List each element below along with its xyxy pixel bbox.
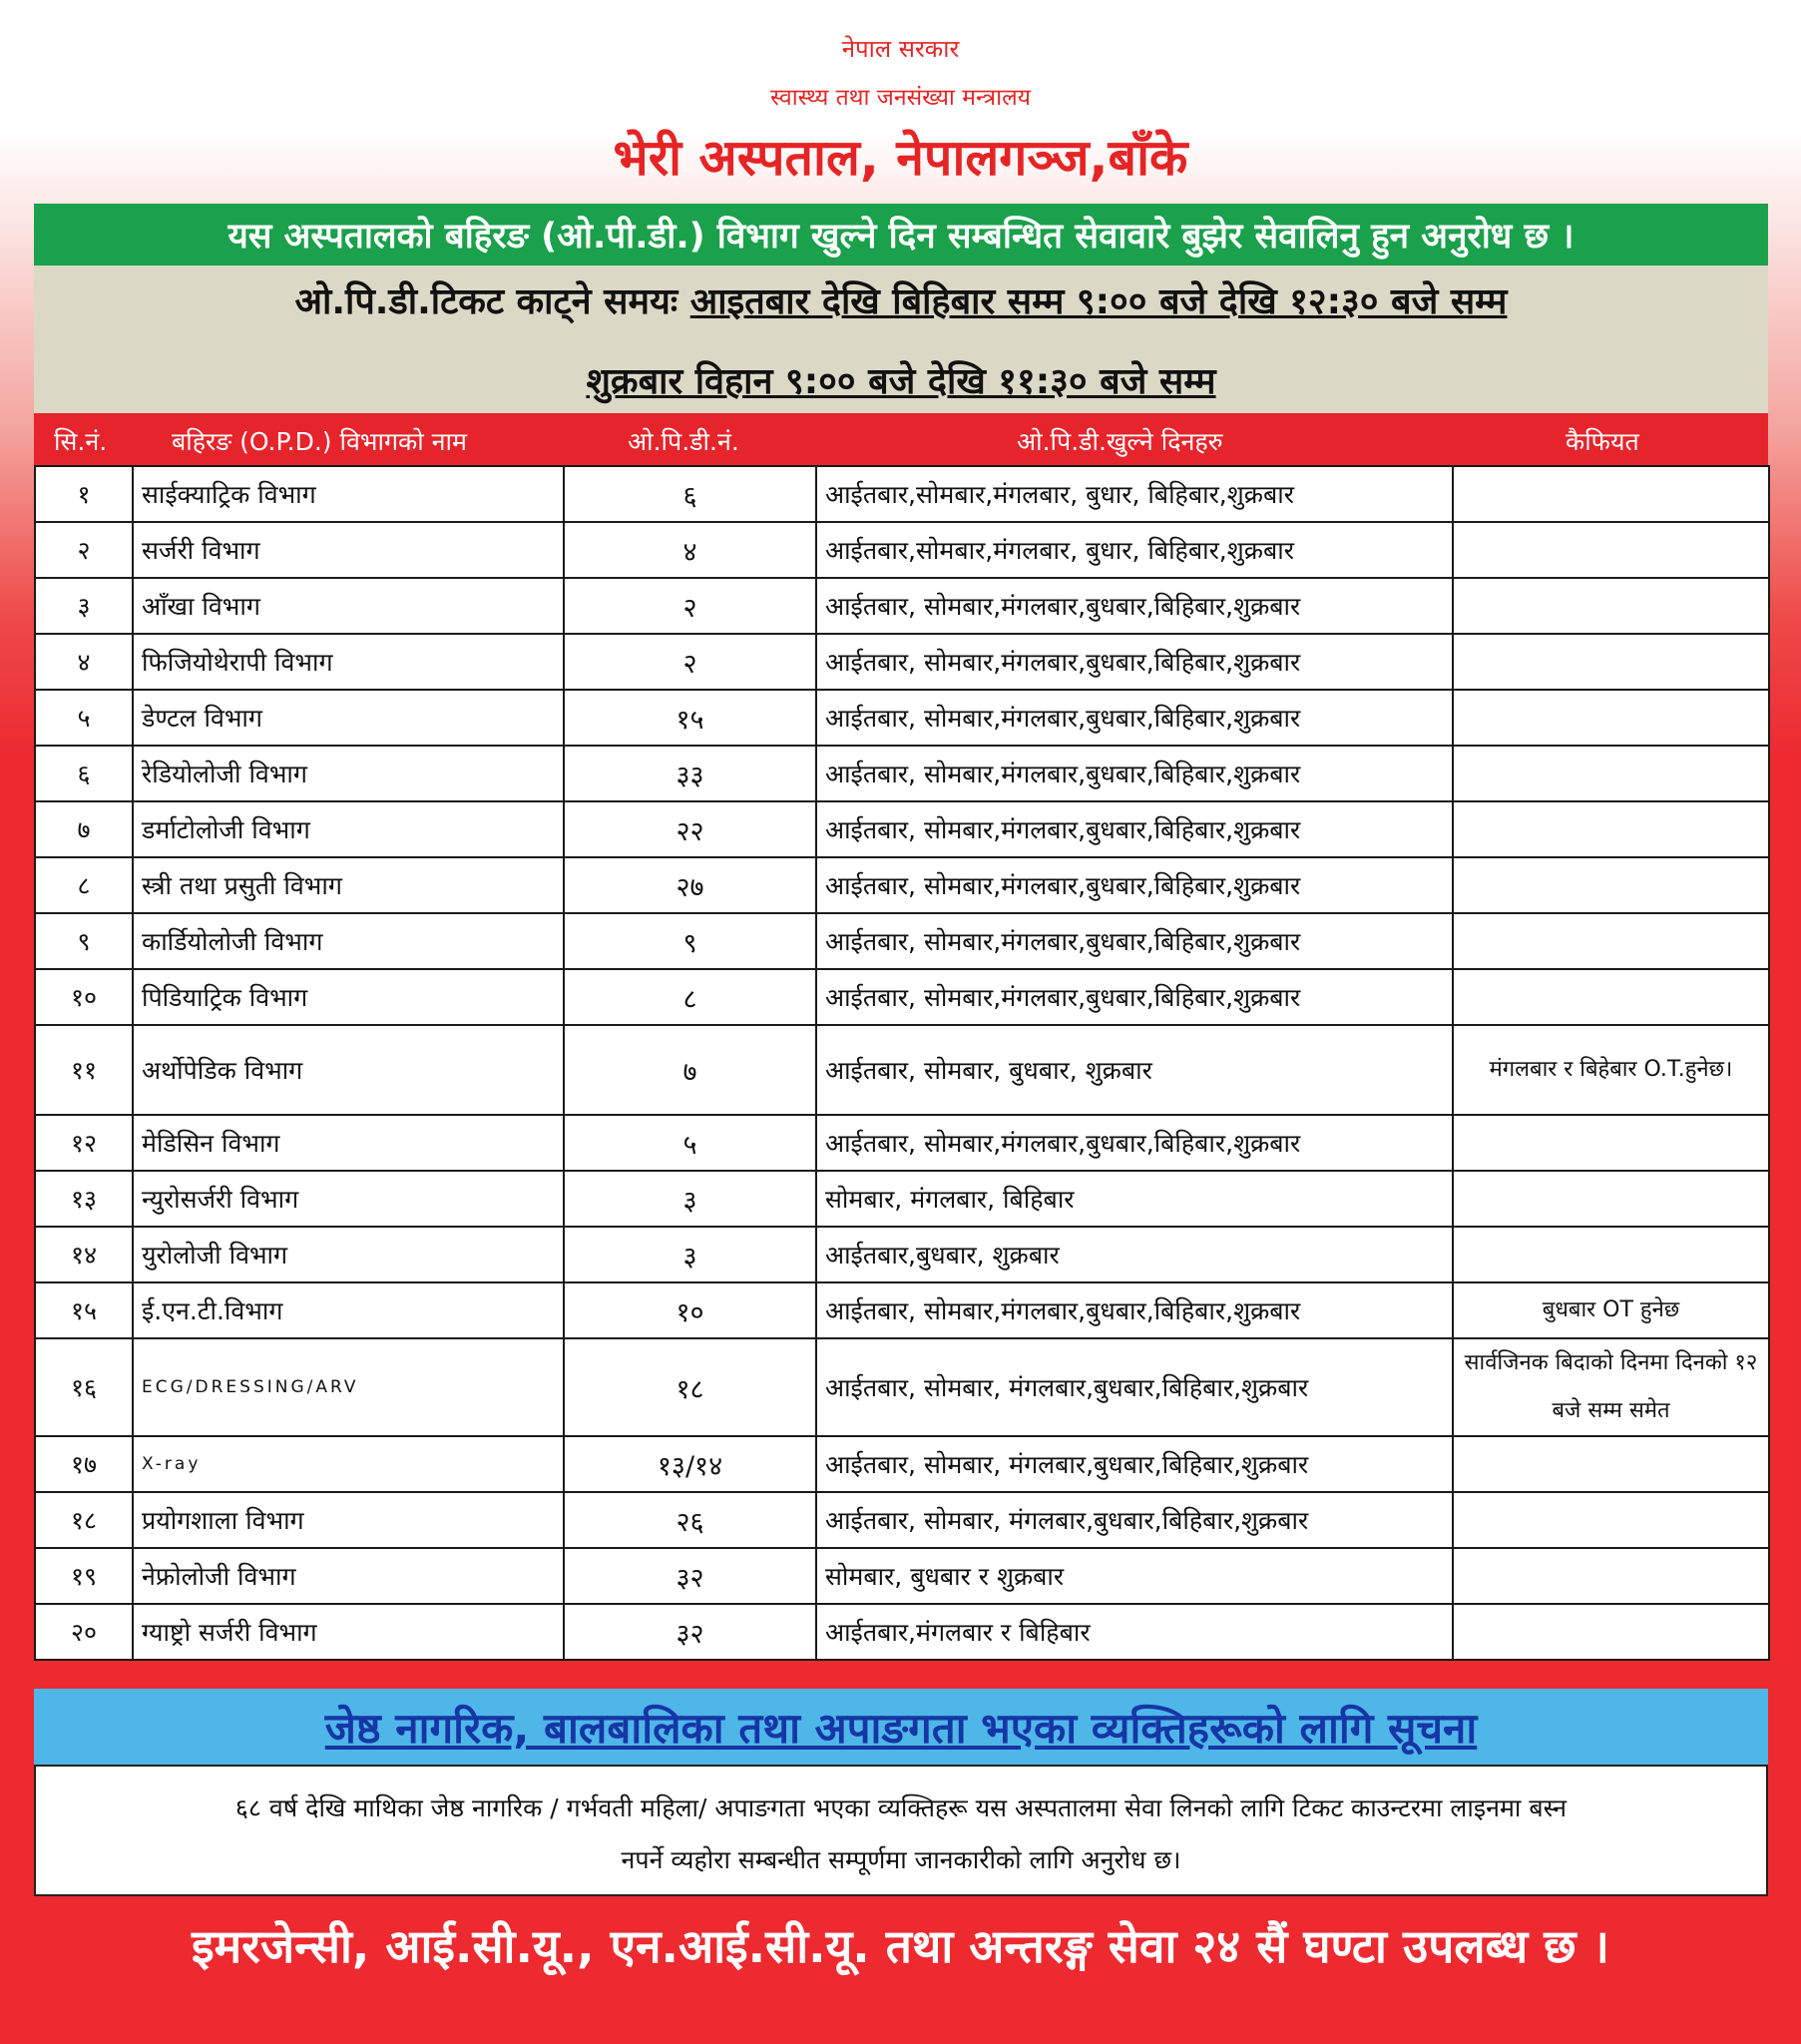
opd-number-cell: २ (564, 578, 816, 634)
opd-days-cell: आईतबार, सोमबार,मंगलबार,बुधबार,बिहिबार,शुक्रबार (816, 913, 1453, 969)
opd-days-cell: आईतबार, सोमबार,मंगलबार,बुधबार,बिहिबार,शुक्रबार (816, 690, 1453, 746)
notice-title: जेष्ठ नागरिक, बालबालिका तथा अपाङगता भएका व्यक्तिहरूको लागि सूचना (34, 1689, 1768, 1765)
ticket-time-friday: शुक्रबार विहान ९:०० बजे देखि ११:३० बजे सम्म (586, 361, 1216, 402)
remark-cell: बुधबार OT हुनेछ (1453, 1282, 1769, 1338)
opd-number-cell: २ (564, 634, 816, 690)
opd-number-cell: १३/१४ (564, 1436, 816, 1492)
table-row (35, 913, 1769, 969)
opd-number-cell: २७ (564, 857, 816, 913)
opd-number-cell: २६ (564, 1492, 816, 1548)
opd-days-cell: आईतबार,सोमबार,मंगलबार, बुधार, बिहिबार,शुक्रबार (816, 522, 1453, 578)
remark-cell (1453, 634, 1769, 690)
opd-number-cell: ५ (564, 1115, 816, 1171)
opd-days-cell: आईतबार, सोमबार,मंगलबार,बुधबार,बिहिबार,शुक्रबार (816, 578, 1453, 634)
serial-cell: १८ (35, 1492, 133, 1548)
opd-days-cell: आईतबार, सोमबार, मंगलबार,बुधबार,बिहिबार,शुक्रबार (816, 1436, 1453, 1492)
remark-cell: मंगलबार र बिहेबार O.T.हुनेछ। (1453, 1025, 1769, 1115)
opd-number-cell: ६ (564, 466, 816, 522)
opd-number-cell: ३२ (564, 1604, 816, 1660)
serial-cell: १५ (35, 1282, 133, 1338)
remark-cell (1453, 746, 1769, 801)
serial-cell: ४ (35, 634, 133, 690)
department-cell: X-ray (133, 1436, 564, 1492)
remark-cell (1453, 801, 1769, 857)
department-cell: न्युरोसर्जरी विभाग (133, 1171, 564, 1227)
notice-box (34, 1765, 1768, 1896)
opd-days-cell: आईतबार,बुधबार, शुक्रबार (816, 1227, 1453, 1282)
department-cell: ई.एन.टी.विभाग (133, 1282, 564, 1338)
header-remarks: कैफियत (1566, 427, 1639, 456)
remark-cell (1453, 1436, 1769, 1492)
opd-info-banner: यस अस्पतालको बहिरङ (ओ.पी.डी.) विभाग खुल्ने दिन सम्बन्धित सेवावारे बुझेर सेवालिनु हुन अनुरोध छ । (34, 204, 1768, 265)
table-row (35, 1025, 1769, 1115)
remark-cell (1453, 466, 1769, 522)
table-row (35, 466, 1769, 522)
opd-days-cell: आईतबार, सोमबार,मंगलबार,बुधबार,बिहिबार,शुक्रबार (816, 746, 1453, 801)
government-title: नेपाल सरकार (841, 35, 960, 63)
serial-cell: १३ (35, 1171, 133, 1227)
remark-cell (1453, 1604, 1769, 1660)
remark-cell (1453, 913, 1769, 969)
serial-cell: १४ (35, 1227, 133, 1282)
opd-days-cell: आईतबार, सोमबार,मंगलबार,बुधबार,बिहिबार,शुक्रबार (816, 969, 1453, 1025)
remark-cell (1453, 1171, 1769, 1227)
department-cell: ECG/DRESSING/ARV (133, 1338, 564, 1436)
opd-days-cell: आईतबार, सोमबार,मंगलबार,बुधबार,बिहिबार,शुक्रबार (816, 634, 1453, 690)
serial-cell: १२ (35, 1115, 133, 1171)
table-row (35, 1604, 1769, 1660)
opd-days-cell: आईतबार, सोमबार, बुधबार, शुक्रबार (816, 1025, 1453, 1115)
table-row (35, 522, 1769, 578)
serial-cell: ६ (35, 746, 133, 801)
opd-days-cell: आईतबार,मंगलबार र बिहिबार (816, 1604, 1453, 1660)
opd-days-cell: सोमबार, मंगलबार, बिहिबार (816, 1171, 1453, 1227)
remark-cell (1453, 690, 1769, 746)
remark-cell (1453, 578, 1769, 634)
opd-days-cell: आईतबार,सोमबार,मंगलबार, बुधार, बिहिबार,शुक्रबार (816, 466, 1453, 522)
table-row (35, 1338, 1769, 1436)
table-row (35, 1548, 1769, 1604)
serial-cell: १७ (35, 1436, 133, 1492)
opd-number-cell: ३ (564, 1171, 816, 1227)
serial-cell: ९ (35, 913, 133, 969)
serial-cell: १९ (35, 1548, 133, 1604)
table-row (35, 634, 1769, 690)
department-cell: साईक्याट्रिक विभाग (133, 466, 564, 522)
table-row (35, 1436, 1769, 1492)
serial-cell: २० (35, 1604, 133, 1660)
opd-schedule-table (34, 465, 1770, 1661)
department-cell: ग्याष्ट्रो सर्जरी विभाग (133, 1604, 564, 1660)
serial-cell: १६ (35, 1338, 133, 1436)
opd-days-cell: सोमबार, बुधबार र शुक्रबार (816, 1548, 1453, 1604)
table-row (35, 1282, 1769, 1338)
remark-cell (1453, 969, 1769, 1025)
department-cell: आँखा विभाग (133, 578, 564, 634)
serial-cell: ५ (35, 690, 133, 746)
department-cell: मेडिसिन विभाग (133, 1115, 564, 1171)
serial-cell: ११ (35, 1025, 133, 1115)
notice-line-1: ६८ वर्ष देखि माथिका जेष्ठ नागरिक / गर्भवती महिला/ अपाङगता भएका व्यक्तिहरू यस अस्पतालमा सेवा लिनको लागि टिकट काउन्टरमा लाइनमा बस्न (234, 1793, 1568, 1822)
remark-cell (1453, 522, 1769, 578)
remark-cell (1453, 1227, 1769, 1282)
notice-line-2: नपर्ने व्यहोरा सम्बन्धीत सम्पूर्णमा जानकारीको लागि अनुरोध छ। (621, 1845, 1181, 1874)
ticket-time-label: ओ.पि.डी.टिकट काट्ने समयः (294, 281, 678, 322)
table-row (35, 1492, 1769, 1548)
opd-days-cell: आईतबार, सोमबार,मंगलबार,बुधबार,बिहिबार,शुक्रबार (816, 801, 1453, 857)
table-row (35, 690, 1769, 746)
department-cell: डर्माटोलोजी विभाग (133, 801, 564, 857)
department-cell: नेफ्रोलोजी विभाग (133, 1548, 564, 1604)
opd-number-cell: ४ (564, 522, 816, 578)
department-cell: सर्जरी विभाग (133, 522, 564, 578)
opd-number-cell: ३२ (564, 1548, 816, 1604)
department-cell: पिडियाट्रिक विभाग (133, 969, 564, 1025)
table-row (35, 857, 1769, 913)
opd-number-cell: १५ (564, 690, 816, 746)
opd-days-cell: आईतबार, सोमबार,मंगलबार,बुधबार,बिहिबार,शुक्रबार (816, 1282, 1453, 1338)
department-cell: अर्थोपेडिक विभाग (133, 1025, 564, 1115)
opd-number-cell: २२ (564, 801, 816, 857)
header-opd-number: ओ.पि.डी.नं. (628, 427, 739, 456)
opd-days-cell: आईतबार, सोमबार,मंगलबार,बुधबार,बिहिबार,शुक्रबार (816, 857, 1453, 913)
opd-number-cell: ३३ (564, 746, 816, 801)
serial-cell: ३ (35, 578, 133, 634)
remark-cell: सार्वजिनक बिदाको दिनमा दिनको १२ बजे सम्म समेत (1453, 1338, 1769, 1436)
opd-days-cell: आईतबार, सोमबार,मंगलबार,बुधबार,बिहिबार,शुक्रबार (816, 1115, 1453, 1171)
table-row (35, 801, 1769, 857)
serial-cell: ७ (35, 801, 133, 857)
department-cell: प्रयोगशाला विभाग (133, 1492, 564, 1548)
table-row (35, 1171, 1769, 1227)
serial-cell: ८ (35, 857, 133, 913)
department-cell: रेडियोलोजी विभाग (133, 746, 564, 801)
table-header (34, 413, 1768, 465)
table-row (35, 746, 1769, 801)
opd-number-cell: ७ (564, 1025, 816, 1115)
serial-cell: १० (35, 969, 133, 1025)
department-cell: स्त्री तथा प्रसुती विभाग (133, 857, 564, 913)
ticket-time-weekday-line (34, 275, 1768, 324)
opd-number-cell: ९ (564, 913, 816, 969)
hospital-title: भेरी अस्पताल, नेपालगञ्ज,बाँके (613, 129, 1188, 187)
opd-days-cell: आईतबार, सोमबार, मंगलबार,बुधबार,बिहिबार,शुक्रबार (816, 1492, 1453, 1548)
ministry-title: स्वास्थ्य तथा जनसंख्या मन्त्रालय (769, 85, 1032, 111)
table-row (35, 1227, 1769, 1282)
opd-number-cell: ८ (564, 969, 816, 1025)
department-cell: डेण्टल विभाग (133, 690, 564, 746)
table-row (35, 969, 1769, 1025)
remark-cell (1453, 857, 1769, 913)
header-department: बहिरङ (O.P.D.) विभागको नाम (172, 427, 467, 456)
opd-number-cell: १८ (564, 1338, 816, 1436)
opd-number-cell: ३ (564, 1227, 816, 1282)
ticket-time-box (34, 265, 1768, 413)
table-row (35, 578, 1769, 634)
serial-cell: १ (35, 466, 133, 522)
opd-number-cell: १० (564, 1282, 816, 1338)
serial-cell: २ (35, 522, 133, 578)
emergency-footer: इमरजेन्सी, आई.सी.यू., एन.आई.सी.यू. तथा अन्तरङ्ग सेवा २४ सैं घण्टा उपलब्ध छ । (192, 1919, 1609, 1973)
remark-cell (1453, 1548, 1769, 1604)
ticket-time-weekday: आइतबार देखि बिहिबार सम्म ९:०० बजे देखि १२:३० बजे सम्म (689, 281, 1508, 322)
department-cell: युरोलोजी विभाग (133, 1227, 564, 1282)
remark-cell (1453, 1492, 1769, 1548)
header-opd-days: ओ.पि.डी.खुल्ने दिनहरु (1017, 427, 1223, 456)
header-serial: सि.नं. (54, 427, 108, 456)
opd-days-cell: आईतबार, सोमबार, मंगलबार,बुधबार,बिहिबार,शुक्रबार (816, 1338, 1453, 1436)
department-cell: फिजियोथेरापी विभाग (133, 634, 564, 690)
table-row (35, 1115, 1769, 1171)
department-cell: कार्डियोलोजी विभाग (133, 913, 564, 969)
remark-cell (1453, 1115, 1769, 1171)
